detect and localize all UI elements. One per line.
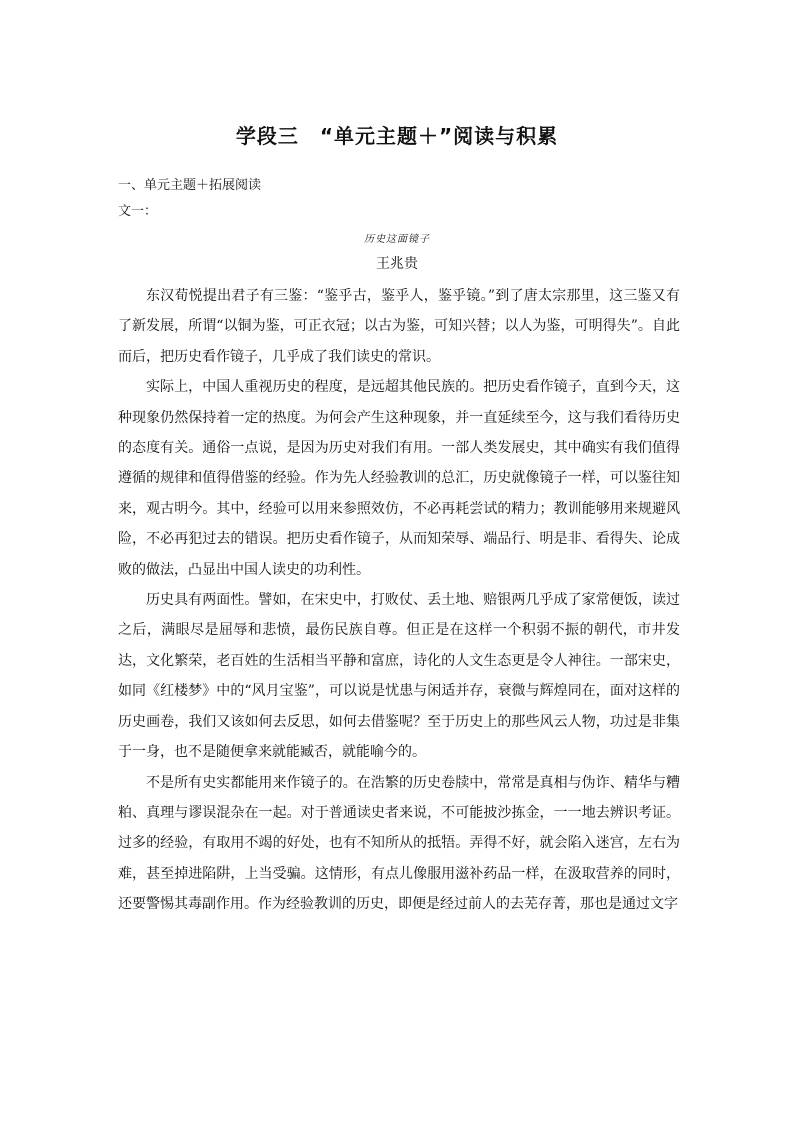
paragraph: 东汉荀悦提出君子有三鉴：“鉴乎古，鉴乎人，鉴乎镜。”到了唐太宗那里，这三鉴又有了新发展，所谓“以铜为鉴，可正衣冠；以古为鉴，可知兴替；以人为鉴，可明得失”。自此而后，把历史看作镜子，几乎成了我们读史的常识。 bbox=[118, 288, 680, 365]
page-title: 学段三 “单元主题＋”阅读与积累 bbox=[235, 124, 559, 148]
article-body bbox=[118, 281, 680, 920]
section-heading: 一、单元主题＋拓展阅读 bbox=[118, 178, 262, 193]
paragraph: 不是所有史实都能用来作镜子的。在浩繁的历史卷牍中，常常是真相与伪诈、精华与糟粕、真理与谬误混杂在一起。对于普通读史者来说，不可能披沙拣金，一一地去辨识考证。过多的经验，有取用不竭的好处，也有不知所从的抵牾。弄得不好，就会陷入迷宫，左右为难，甚至掉进陷阱，上当受骗。这情形，有点儿像服用滋补药品一样，在汲取营养的同时，还要警惕其毒副作用。作为经验教训的历史，即便是经过前人的去芜存菁，那也是通过文字 bbox=[118, 774, 680, 913]
author-name: 王兆贵 bbox=[376, 256, 418, 272]
paragraph: 历史具有两面性。譬如，在宋史中，打败仗、丢土地、赔银两几乎成了家常便饭，读过之后，满眼尽是屈辱和悲愤，最伤民族自尊。但正是在这样一个积弱不振的朝代，市井发达，文化繁荣，老百姓的生活相当平静和富庶，诗化的人文生态更是令人神往。一部宋史，如同《红楼梦》中的“风月宝鉴”，可以说是忧患与闲适并存，衰微与辉煌同在，面对这样的历史画卷，我们又该如何去反思，如何去借鉴呢？至于历史上的那些风云人物，功过是非集于一身，也不是随便拿来就能臧否，就能喻今的。 bbox=[118, 592, 680, 761]
text-label: 文一： bbox=[118, 204, 158, 219]
article-title: 历史这面镜子 bbox=[364, 234, 430, 245]
paragraph: 实际上，中国人重视历史的程度，是远超其他民族的。把历史看作镜子，直到今天，这种现象仍然保持着一定的热度。为何会产生这种现象，并一直延续至今，这与我们看待历史的态度有关。通俗一点说，是因为历史对我们有用。一部人类发展史，其中确实有我们值得遵循的规律和值得借鉴的经验。作为先人经验教训的总汇，历史就像镜子一样，可以鉴往知来，观古明今。其中，经验可以用来参照效仿，不必再耗尝试的精力；教训能够用来规避风险，不必再犯过去的错误。把历史看作镜子，从而知荣辱、端品行、明是非、看得失、论成败的做法，凸显出中国人读史的功利性。 bbox=[118, 379, 680, 578]
